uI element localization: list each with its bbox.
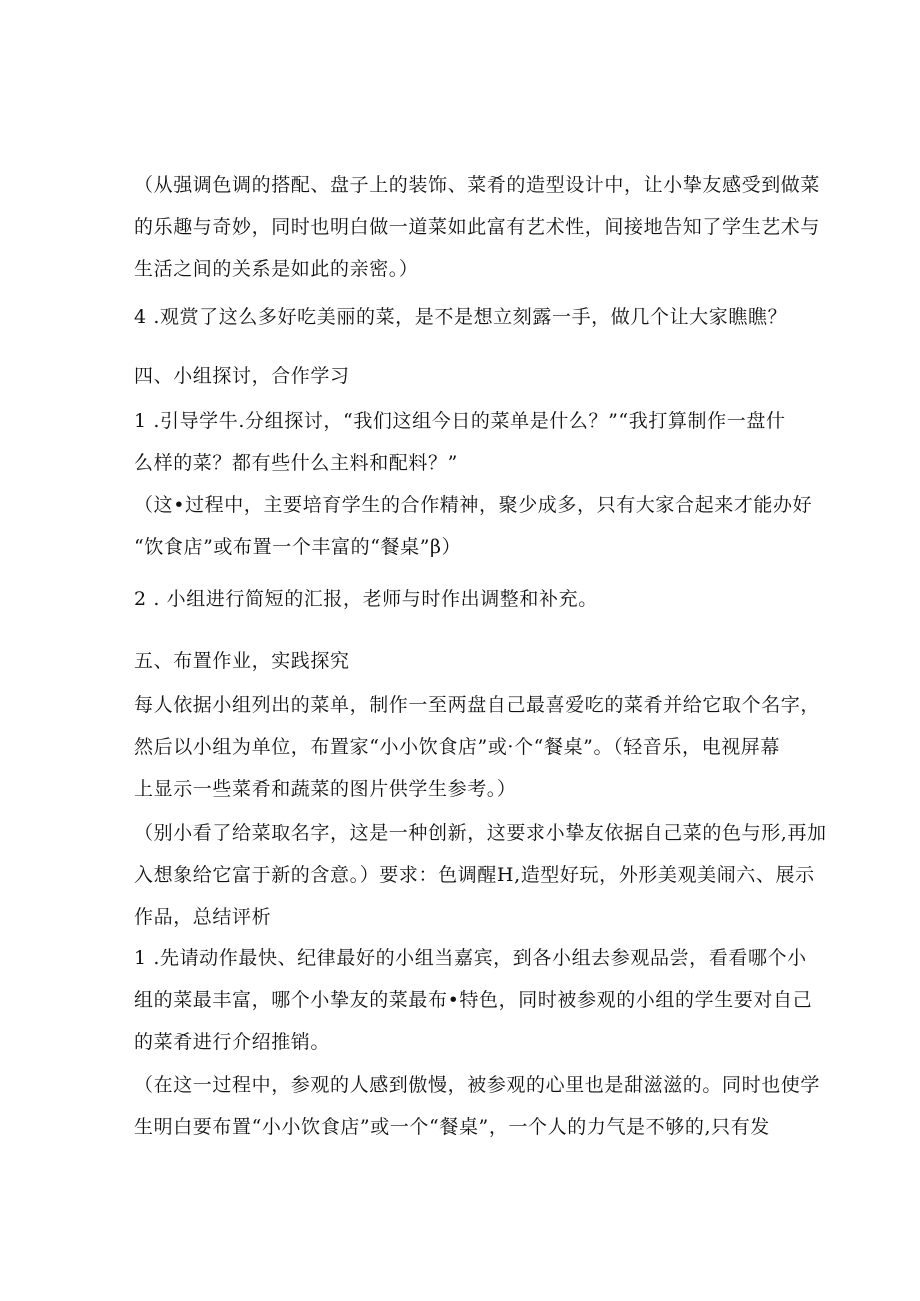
text-line: 五、布置作业，实践探究 [134,650,350,672]
text-line: （在这一过程中，参观的人感到傲慢，被参观的心里也是甜滋滋的。同时也使学 [134,1074,821,1096]
text-line: 然后以小组为单位，布置家“小小饮食店”或·个“餐桌”。（轻音乐，电视屏幕 [134,736,780,758]
text-line: 生活之间的关系是如此的亲密。） [134,258,419,280]
text-line: 4 .观赏了这么多好吃美丽的菜，是不是想立刻露一手，做几个让大家瞧瞧？ [134,306,788,328]
section-heading-4 [134,355,794,397]
text-line: 组的菜最丰富，哪个小挚友的菜最布•特色，同时被参观的小组的学生要对自己 [134,989,813,1011]
text-line: 上显示一些菜肴和蔬菜的图片供学生参考。） [134,778,517,800]
paragraph-show-step-1 [134,937,813,1063]
text-line: 1 .引导学牛.分组探讨，“我们这组今日的菜单是什么？”“我打算制作一盘什 [134,410,786,432]
text-line: “饮食店”或布置一个丰富的“餐桌”β） [134,536,462,558]
paragraph-cooperation-note [134,484,813,568]
text-line: 作品，总结评析 [134,906,272,928]
text-line: （这•过程中，主要培育学生的合作精神，聚少成多，只有大家合起来才能办好 [134,494,813,516]
text-line: 生明白要布置“小小饮食店”或一个“餐桌”，一个人的力气是不够的,只有发 [134,1116,770,1138]
paragraph-group-step-2 [134,578,794,620]
text-line: 1 .先请动作最快、纪律最好的小组当嘉宾，到各小组去参观品尝，看看哪个小 [134,947,807,969]
paragraph-design-note [134,164,821,290]
text-line: 的乐趣与奇妙，同时也明白做一道菜如此富有艺术性，间接地告知了学生艺术与 [134,216,821,238]
paragraph-naming-note [134,812,827,938]
text-line: 2 . 小组进行简短的汇报，老师与时作出调整和补充。 [134,588,598,610]
text-line: 每人依据小组列出的菜单，制作一至两盘自己最喜爱吃的菜肴并给它取个名字， [134,694,821,716]
text-line: （从强调色调的搭配、盘子上的装饰、菜肴的造型设计中，让小挚友感受到做菜 [134,174,821,196]
text-line: （别小看了给菜取名字，这是一种创新，这要求小挚友依据自己菜的色与形,再加 [134,822,827,844]
text-line: 四、小组探讨，合作学习 [134,365,350,387]
paragraph-group-step-1 [134,400,794,484]
section-heading-5 [134,640,794,682]
paragraph-step-4 [134,296,794,338]
paragraph-process-note [134,1064,821,1148]
paragraph-homework [134,684,821,810]
text-line: 的菜肴进行介绍推销。 [134,1031,331,1053]
text-line: 么样的菜？都有些什么主料和配料？” [134,452,458,474]
text-line: 入想象给它富于新的含意。）要求：色调醒H,造型好玩，外形美观美闹六、展示 [134,864,815,886]
